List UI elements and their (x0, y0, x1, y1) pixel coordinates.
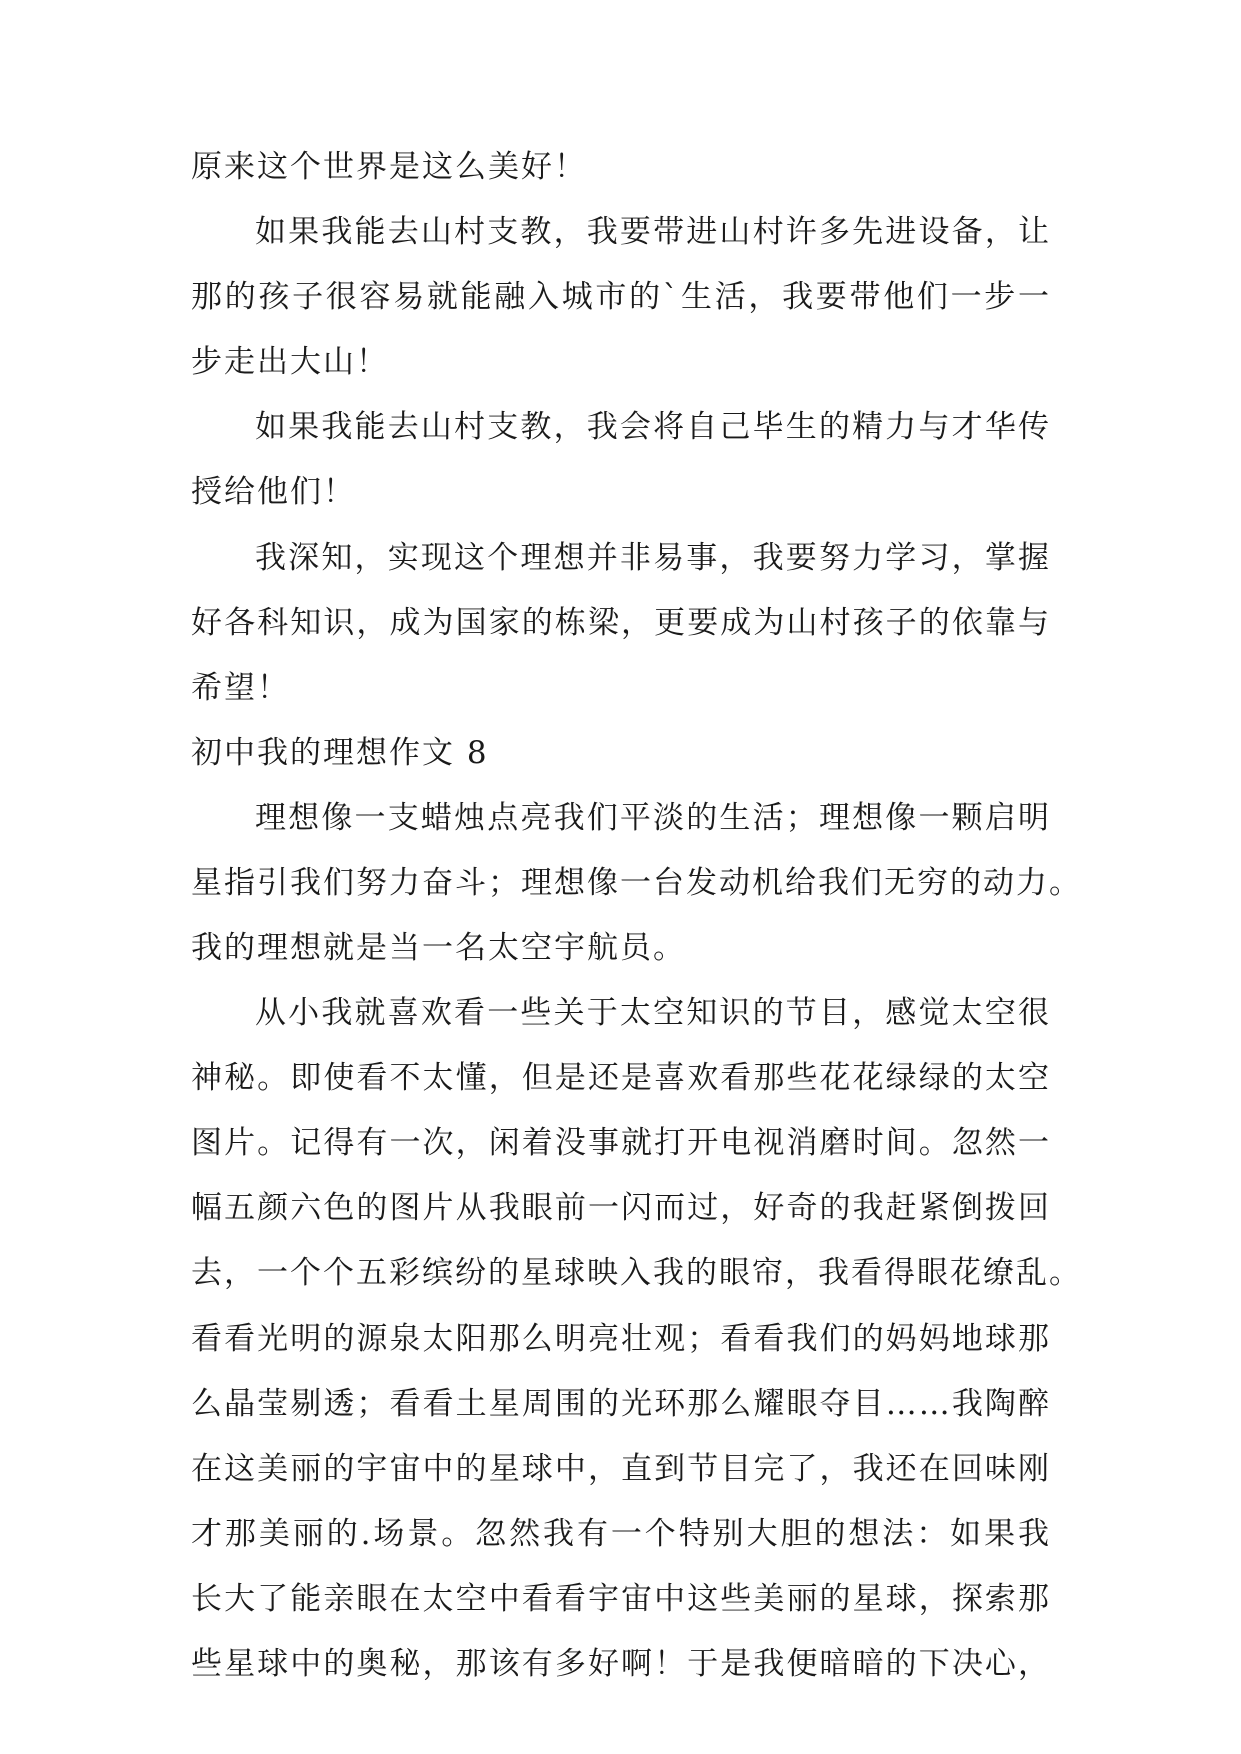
paragraph-first-line: 我深知，实现这个理想并非易事，我要努力学习，掌握 (255, 540, 1051, 576)
paragraph-first-line: 从小我就喜欢看一些关于太空知识的节目，感觉太空很 (255, 995, 1051, 1031)
text-line: 在这美丽的宇宙中的星球中，直到节目完了，我还在回味刚 (191, 1451, 1051, 1487)
text-line: 神秘。即使看不太懂，但是还是喜欢看那些花花绿绿的太空 (191, 1060, 1051, 1096)
text-line: 原来这个世界是这么美好！ (191, 149, 587, 185)
text-line: 长大了能亲眼在太空中看看宇宙中这些美丽的星球，探索那 (191, 1581, 1051, 1617)
text-line: 去，一个个五彩缤纷的星球映入我的眼帘，我看得眼花缭乱。 (191, 1255, 1082, 1291)
paragraph-first-line: 如果我能去山村支教，我要带进山村许多先进设备，让 (255, 214, 1051, 250)
text-line: 好各科知识，成为国家的栋梁，更要成为山村孩子的依靠与 (191, 605, 1051, 641)
text-line: 才那美丽的.场景。忽然我有一个特别大胆的想法：如果我 (191, 1516, 1051, 1552)
text-line: 看看光明的源泉太阳那么明亮壮观；看看我们的妈妈地球那 (191, 1321, 1051, 1357)
paragraph-first-line: 理想像一支蜡烛点亮我们平淡的生活；理想像一颗启明 (255, 800, 1051, 836)
paragraph-first-line: 如果我能去山村支教，我会将自己毕生的精力与才华传 (255, 409, 1051, 445)
text-line: 么晶莹剔透；看看土星周围的光环那么耀眼夺目……我陶醉 (191, 1386, 1051, 1422)
text-line: 步走出大山！ (191, 344, 389, 380)
text-line: 图片。记得有一次，闲着没事就打开电视消磨时间。忽然一 (191, 1125, 1051, 1161)
text-line: 我的理想就是当一名太空宇航员。 (191, 930, 686, 966)
text-line: 那的孩子很容易就能融入城市的`生活，我要带他们一步一 (191, 279, 1051, 315)
section-heading: 初中我的理想作文 8 (191, 735, 489, 771)
text-line: 希望！ (191, 670, 290, 706)
text-line: 星指引我们努力奋斗；理想像一台发动机给我们无穷的动力。 (191, 865, 1082, 901)
text-line: 幅五颜六色的图片从我眼前一闪而过，好奇的我赶紧倒拨回 (191, 1190, 1051, 1226)
text-line: 授给他们！ (191, 474, 356, 510)
text-line: 些星球中的奥秘，那该有多好啊！于是我便暗暗的下决心， (191, 1646, 1051, 1682)
